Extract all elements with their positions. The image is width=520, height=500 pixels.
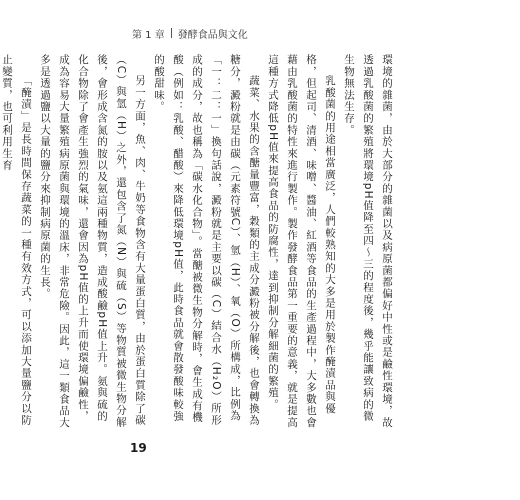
page-number: 19 <box>130 441 147 455</box>
running-head <box>132 26 248 40</box>
running-head-divider <box>171 28 172 38</box>
paragraph: 乳酸菌的用途相當廣泛，人們較熟知的大多是用於製作醃漬品與優格，但起司、清酒、味噌、醬油、紅酒等食品的生產過程中，大多數也會藉由乳酸菌的特性來進行製作。製作發酵食品第一重要的意義，就是提高這種方式降低pH值來提高食品的防腐性，達到抑制分解細菌的繁殖。 <box>267 54 336 429</box>
body-text <box>1 54 396 430</box>
chapter-label: 第 1 章 <box>132 29 165 41</box>
paragraph: 蔬菜、水果的含醣量豐富，穀類的主成分澱粉被分解後，也會轉換為糖分，澱粉就是由碳（元素符號C）、氫（H）、氧（O）所構成，比例為「一：二：一」換句話說，澱粉就是主要以碳（C）結合水（H₂O）所形成的成分，故也稱為「碳水化合物」。當醣被微生物分解時，會生成有機酸（例如：乳酸、醋酸）來降低環境pH值，此時食品就會散發酸味較強的酸甜味。 <box>153 54 260 426</box>
chapter-title: 發酵食品與文化 <box>177 29 248 41</box>
paragraph: 環境的雜菌，由於大部分的雜菌以及病原菌都偏好中性或是鹼性環境，故透過乳酸菌的繁殖將環境pH值降至四～三的程度後，幾乎能讓致病的微生物無法生存。 <box>343 54 393 429</box>
paragraph: 另一方面，魚、肉、牛奶等食物含有大量蛋白質，由於蛋白質除了碳（C）與氫（H）之外，還包含了氮（N）與硫（S）等物質被微生物分解後，會形成含氮的胺以及氨這兩種物質，造成酸鹼pH值上升。氨與硫的化合物除了會產生強烈的氣味，還會因為pH值的上升而使環境偏鹼性，成為容易大量繁殖病原菌與環境的溫床，非常危險。因此，這一類食品大多是透過鹽以大量的鹽分來抑制病原菌的生長。 <box>39 54 146 429</box>
paragraph: 「醃漬」是長時間保存蔬菜的一種有效方式，可以添加大量鹽分以防止變質，也可利用生育 <box>1 54 32 426</box>
